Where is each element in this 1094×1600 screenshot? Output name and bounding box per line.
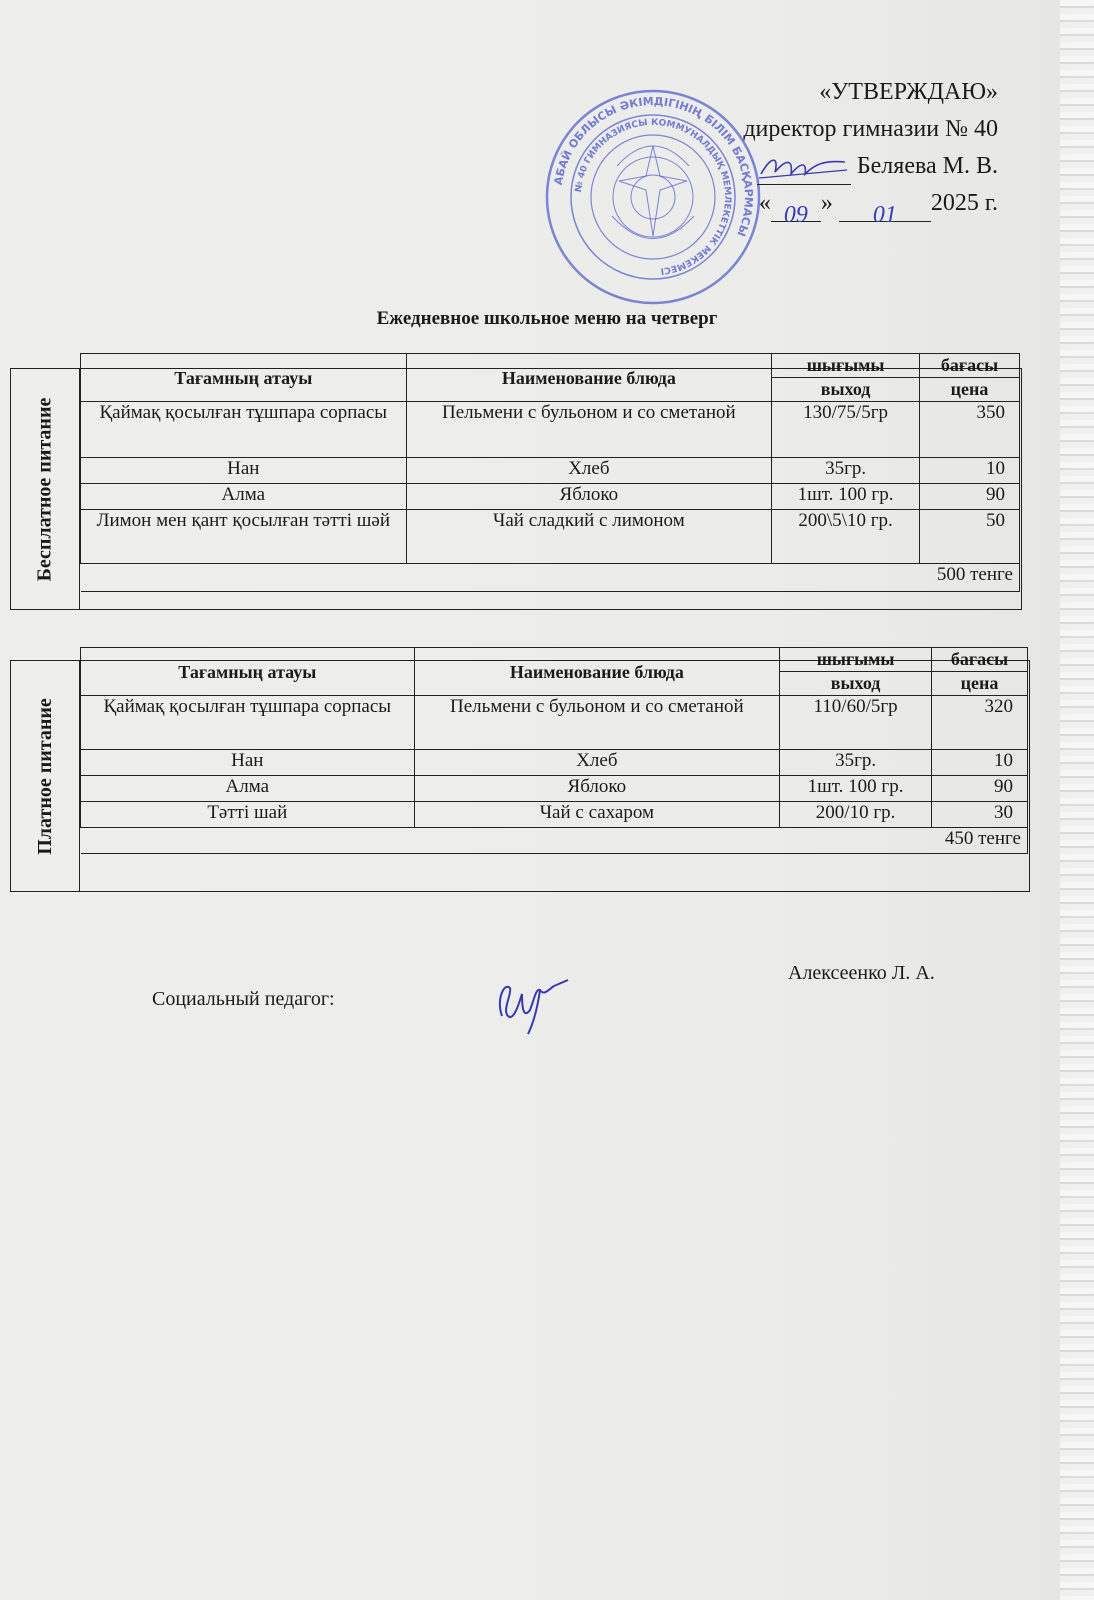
footer-role: Социальный педагог:: [152, 988, 335, 1010]
dish-output: 200\5\10 гр.: [772, 510, 920, 564]
approval-signature-row: [678, 148, 998, 185]
table-row: [81, 458, 1020, 484]
dish-rus: Чай сладкий с лимоном: [406, 510, 772, 564]
paid-meals-total: 450 тенге: [81, 828, 1028, 854]
dish-price: 90: [920, 484, 1020, 510]
dish-output: 1шт. 100 гр.: [780, 776, 932, 802]
dish-rus: Хлеб: [406, 458, 772, 484]
paid-meals-block: [10, 649, 1030, 892]
approval-heading: «УТВЕРЖДАЮ»: [819, 79, 998, 105]
free-meals-label-cell: [11, 369, 80, 609]
dish-output: 110/60/5гр: [780, 696, 932, 750]
dish-price: 350: [920, 402, 1020, 458]
header-kaz-name: Тағамның атауы: [81, 354, 407, 402]
total-row: [81, 564, 1020, 592]
table-row: [81, 802, 1028, 828]
date-day: 09: [771, 197, 821, 222]
date-year: 2025 г.: [930, 190, 998, 216]
header-price-ru: цена: [920, 378, 1020, 402]
date-open-quote: «: [758, 190, 771, 216]
document-title: Ежедневное школьное меню на четверг: [376, 308, 718, 329]
dish-price: 320: [932, 696, 1028, 750]
dish-kaz: Қаймақ қосылған тұшпара сорпасы: [81, 696, 415, 750]
dish-price: 10: [920, 458, 1020, 484]
paid-meals-table: [80, 647, 1028, 854]
header-output-kz: шығымы: [772, 354, 920, 378]
header-rus-name: Наименование блюда: [406, 354, 772, 402]
dish-output: 35гр.: [780, 750, 932, 776]
paid-meals-label: Платное питание: [33, 697, 56, 855]
dish-rus: Яблоко: [406, 484, 772, 510]
free-meals-block: [10, 355, 1022, 610]
dish-kaz: Нан: [81, 458, 407, 484]
approval-date: [678, 185, 998, 228]
dish-rus: Чай с сахаром: [414, 802, 780, 828]
dish-kaz: Нан: [81, 750, 415, 776]
table-row: [81, 776, 1028, 802]
total-row: [81, 828, 1028, 854]
dish-kaz: Қаймақ қосылған тұшпара сорпасы: [81, 402, 407, 458]
table-row: [81, 510, 1020, 564]
dish-kaz: Алма: [81, 484, 407, 510]
approval-block: [678, 74, 998, 228]
dish-output: 35гр.: [772, 458, 920, 484]
free-meals-total: 500 тенге: [81, 564, 1020, 592]
dish-price: 50: [920, 510, 1020, 564]
dish-kaz: Алма: [81, 776, 415, 802]
dish-output: 130/75/5гр: [772, 402, 920, 458]
table-row: [81, 696, 1028, 750]
header-rus-name: Наименование блюда: [414, 648, 780, 696]
date-close-quote: »: [820, 190, 833, 216]
dish-kaz: Лимон мен қант қосылған тәтті шәй: [81, 510, 407, 564]
dish-rus: Пельмени с бульоном и со сметаной: [414, 696, 780, 750]
header-price-kz: бағасы: [932, 648, 1028, 672]
table-row: [81, 402, 1020, 458]
table-row: [81, 484, 1020, 510]
approval-position: директор гимназии № 40: [743, 116, 998, 142]
dish-price: 90: [932, 776, 1028, 802]
dish-rus: Яблоко: [414, 776, 780, 802]
stamp-outer-text: АБАЙ ОБЛЫСЫ ӘКІМДІГІНІҢ БІЛІМ БАСҚАРМАСЫ: [551, 94, 756, 239]
dish-output: 200/10 гр.: [780, 802, 932, 828]
page-edge: [1060, 0, 1094, 1600]
footer-name: Алексеенко Л. А.: [788, 962, 935, 984]
header-output-kz: шығымы: [780, 648, 932, 672]
dish-rus: Пельмени с бульоном и со сметаной: [406, 402, 772, 458]
stamp-inner-text: № 40 ГИМНАЗИЯСЫ КОММУНАЛДЫҚ МЕМЛЕКЕТТІК МЕКЕМЕСІ: [574, 117, 733, 276]
table-row: [81, 750, 1028, 776]
header-kaz-name: Тағамның атауы: [81, 648, 415, 696]
dish-price: 10: [932, 750, 1028, 776]
header-price-kz: бағасы: [920, 354, 1020, 378]
free-meals-table: [80, 353, 1020, 592]
paid-meals-label-cell: [11, 661, 80, 891]
header-price-ru: цена: [932, 672, 1028, 696]
director-signature: [757, 160, 851, 185]
free-meals-label: Бесплатное питание: [33, 397, 56, 581]
dish-output: 1шт. 100 гр.: [772, 484, 920, 510]
header-output-ru: выход: [780, 672, 932, 696]
pedagog-signature: [494, 960, 574, 1040]
director-name: Беляева М. В.: [856, 153, 998, 179]
dish-rus: Хлеб: [414, 750, 780, 776]
dish-price: 30: [932, 802, 1028, 828]
dish-kaz: Тәтті шай: [81, 802, 415, 828]
header-output-ru: выход: [772, 378, 920, 402]
date-month: 01: [839, 197, 931, 222]
